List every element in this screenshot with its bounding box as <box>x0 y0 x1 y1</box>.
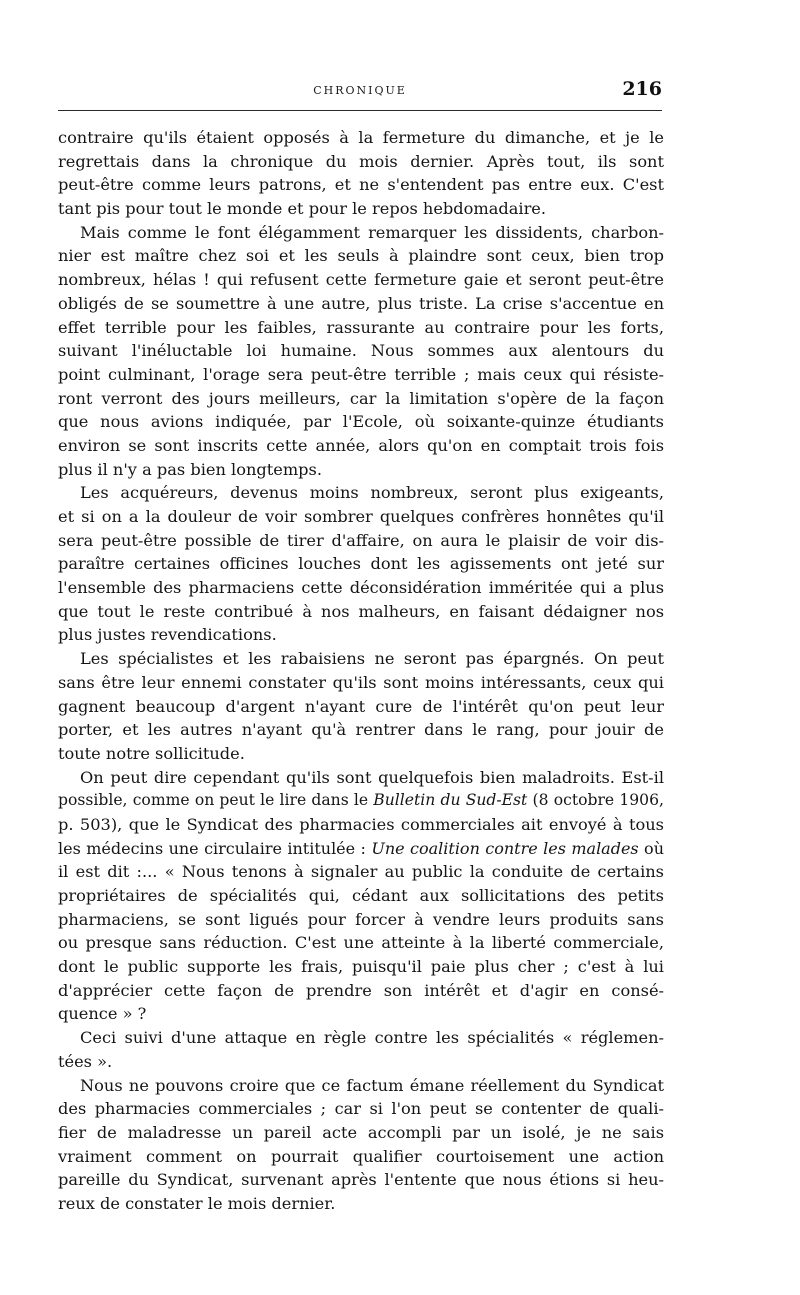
circulaire-title: Une coalition contre les malades <box>371 838 639 858</box>
text-line: Les acquéreurs, devenus moins nombreux, seront plus exigeants, <box>80 483 664 503</box>
text-line: sans être leur ennemi constater qu'ils sont moins intéressants, ceux qui <box>58 672 664 692</box>
text-line: peut-être comme leurs patrons, et ne s'entendent pas entre eux. C'est <box>58 175 664 195</box>
text-line: regrettais dans la chronique du mois dernier. Après tout, ils sont <box>58 151 664 171</box>
text-line: point culminant, l'orage sera peut-être terrible ; mais ceux qui résiste- <box>58 364 664 384</box>
text-line: nombreux, hélas ! qui refusent cette fermeture gaie et seront peut-être <box>58 270 664 290</box>
running-head <box>58 78 662 102</box>
text-line: des pharmacies commerciales ; car si l'on peut se contenter de quali- <box>58 1099 664 1119</box>
text-line: Les spécialistes et les rabaisiens ne seront pas épargnés. On peut <box>80 649 664 669</box>
text-line: et si on a la douleur de voir sombrer quelques confrères honnêtes qu'il <box>58 507 664 526</box>
text-line: il est dit :... « Nous tenons à signaler au public la conduite de certains <box>58 862 664 882</box>
text-line: porter, et les autres n'ayant qu'à rentrer dans le rang, pour jouir de <box>58 720 664 740</box>
text-line-bulletin <box>58 789 664 813</box>
bulletin-pre: possible, comme on peut le lire dans le <box>58 791 374 810</box>
text-line: pharmaciens, se sont ligués pour forcer à vendre leurs produits sans <box>58 909 664 929</box>
text-line: obligés de se soumettre à une autre, plus triste. La crise s'accentue en <box>58 293 664 313</box>
text-line: toute notre sollicitude. <box>58 743 245 763</box>
text-line: propriétaires de spécialités qui, cédant aux sollicitations des petits <box>58 886 664 905</box>
page-number: 216 <box>622 78 662 100</box>
text-line: ront verront des jours meilleurs, car la limitation s'opère de la façon <box>58 388 664 408</box>
text-line: l'ensemble des pharmaciens cette déconsidération imméritée qui a plus <box>58 578 664 598</box>
text-line: plus il n'y a pas bien longtemps. <box>58 459 322 479</box>
bulletin-post: (8 octobre 1906, <box>527 791 664 810</box>
text-line: environ se sont inscrits cette année, alors qu'on en comptait trois fois <box>58 435 664 455</box>
text-line: d'apprécier cette façon de prendre son intérêt et d'agir en consé- <box>58 980 664 1000</box>
text-line: que nous avions indiquée, par l'Ecole, où soixante-quinze étudiants <box>58 412 664 432</box>
text-line: suivant l'inéluctable loi humaine. Nous sommes aux alentours du <box>58 341 664 361</box>
header-rule <box>58 110 662 111</box>
text-line: paraître certaines officines louches dont les agissements ont jeté sur <box>58 554 664 574</box>
text-line: Nous ne pouvons croire que ce factum émane réellement du Syndicat <box>80 1075 664 1095</box>
text-line: tées ». <box>58 1051 113 1071</box>
bulletin-title: Bulletin du Sud-Est <box>373 791 528 810</box>
text-line: Ceci suivi d'une attaque en règle contre les spécialités « réglemen- <box>80 1028 664 1048</box>
text-line: nier est maître chez soi et les seuls à plaindre sont ceux, bien trop <box>58 246 664 266</box>
text-line-circulaire <box>58 837 664 861</box>
text-line: quence » ? <box>58 1004 147 1024</box>
text-line: contraire qu'ils étaient opposés à la fermeture du dimanche, et je le <box>58 128 664 147</box>
text-line: effet terrible pour les faibles, rassurante au contraire pour les forts, <box>58 317 664 337</box>
text-line: sera peut-être possible de tirer d'affaire, on aura le plaisir de voir dis- <box>58 530 664 550</box>
running-title: CHRONIQUE <box>313 84 407 97</box>
text-line: pareille du Syndicat, survenant après l'entente que nous étions si heu- <box>58 1170 664 1190</box>
circulaire-post: où <box>638 838 664 858</box>
text-line: p. 503), que le Syndicat des pharmacies commerciales ait envoyé à tous <box>58 814 664 834</box>
text-line: Mais comme le font élégamment remarquer les dissidents, charbon- <box>80 222 664 242</box>
text-line: On peut dire cependant qu'ils sont quelquefois bien maladroits. Est-il <box>80 767 664 787</box>
body-text <box>58 126 664 1216</box>
text-line: reux de constater le mois dernier. <box>58 1193 336 1213</box>
text-line: tant pis pour tout le monde et pour le repos hebdomadaire. <box>58 199 547 219</box>
text-line: que tout le reste contribué à nos malheurs, en faisant dédaigner nos <box>58 601 664 621</box>
text-line: gagnent beaucoup d'argent n'ayant cure de l'intérêt qu'on peut leur <box>58 696 664 716</box>
text-line: plus justes revendications. <box>58 625 277 645</box>
circulaire-pre: les médecins une circulaire intitulée : <box>58 838 372 858</box>
text-line: vraiment comment on pourrait qualifier courtoisement une action <box>58 1146 664 1166</box>
text-line: dont le public supporte les frais, puisqu'il paie plus cher ; c'est à lui <box>58 957 664 977</box>
text-line: ou presque sans réduction. C'est une atteinte à la liberté commerciale, <box>58 933 664 953</box>
text-line: fier de maladresse un pareil acte accompli par un isolé, je ne sais <box>58 1122 664 1142</box>
